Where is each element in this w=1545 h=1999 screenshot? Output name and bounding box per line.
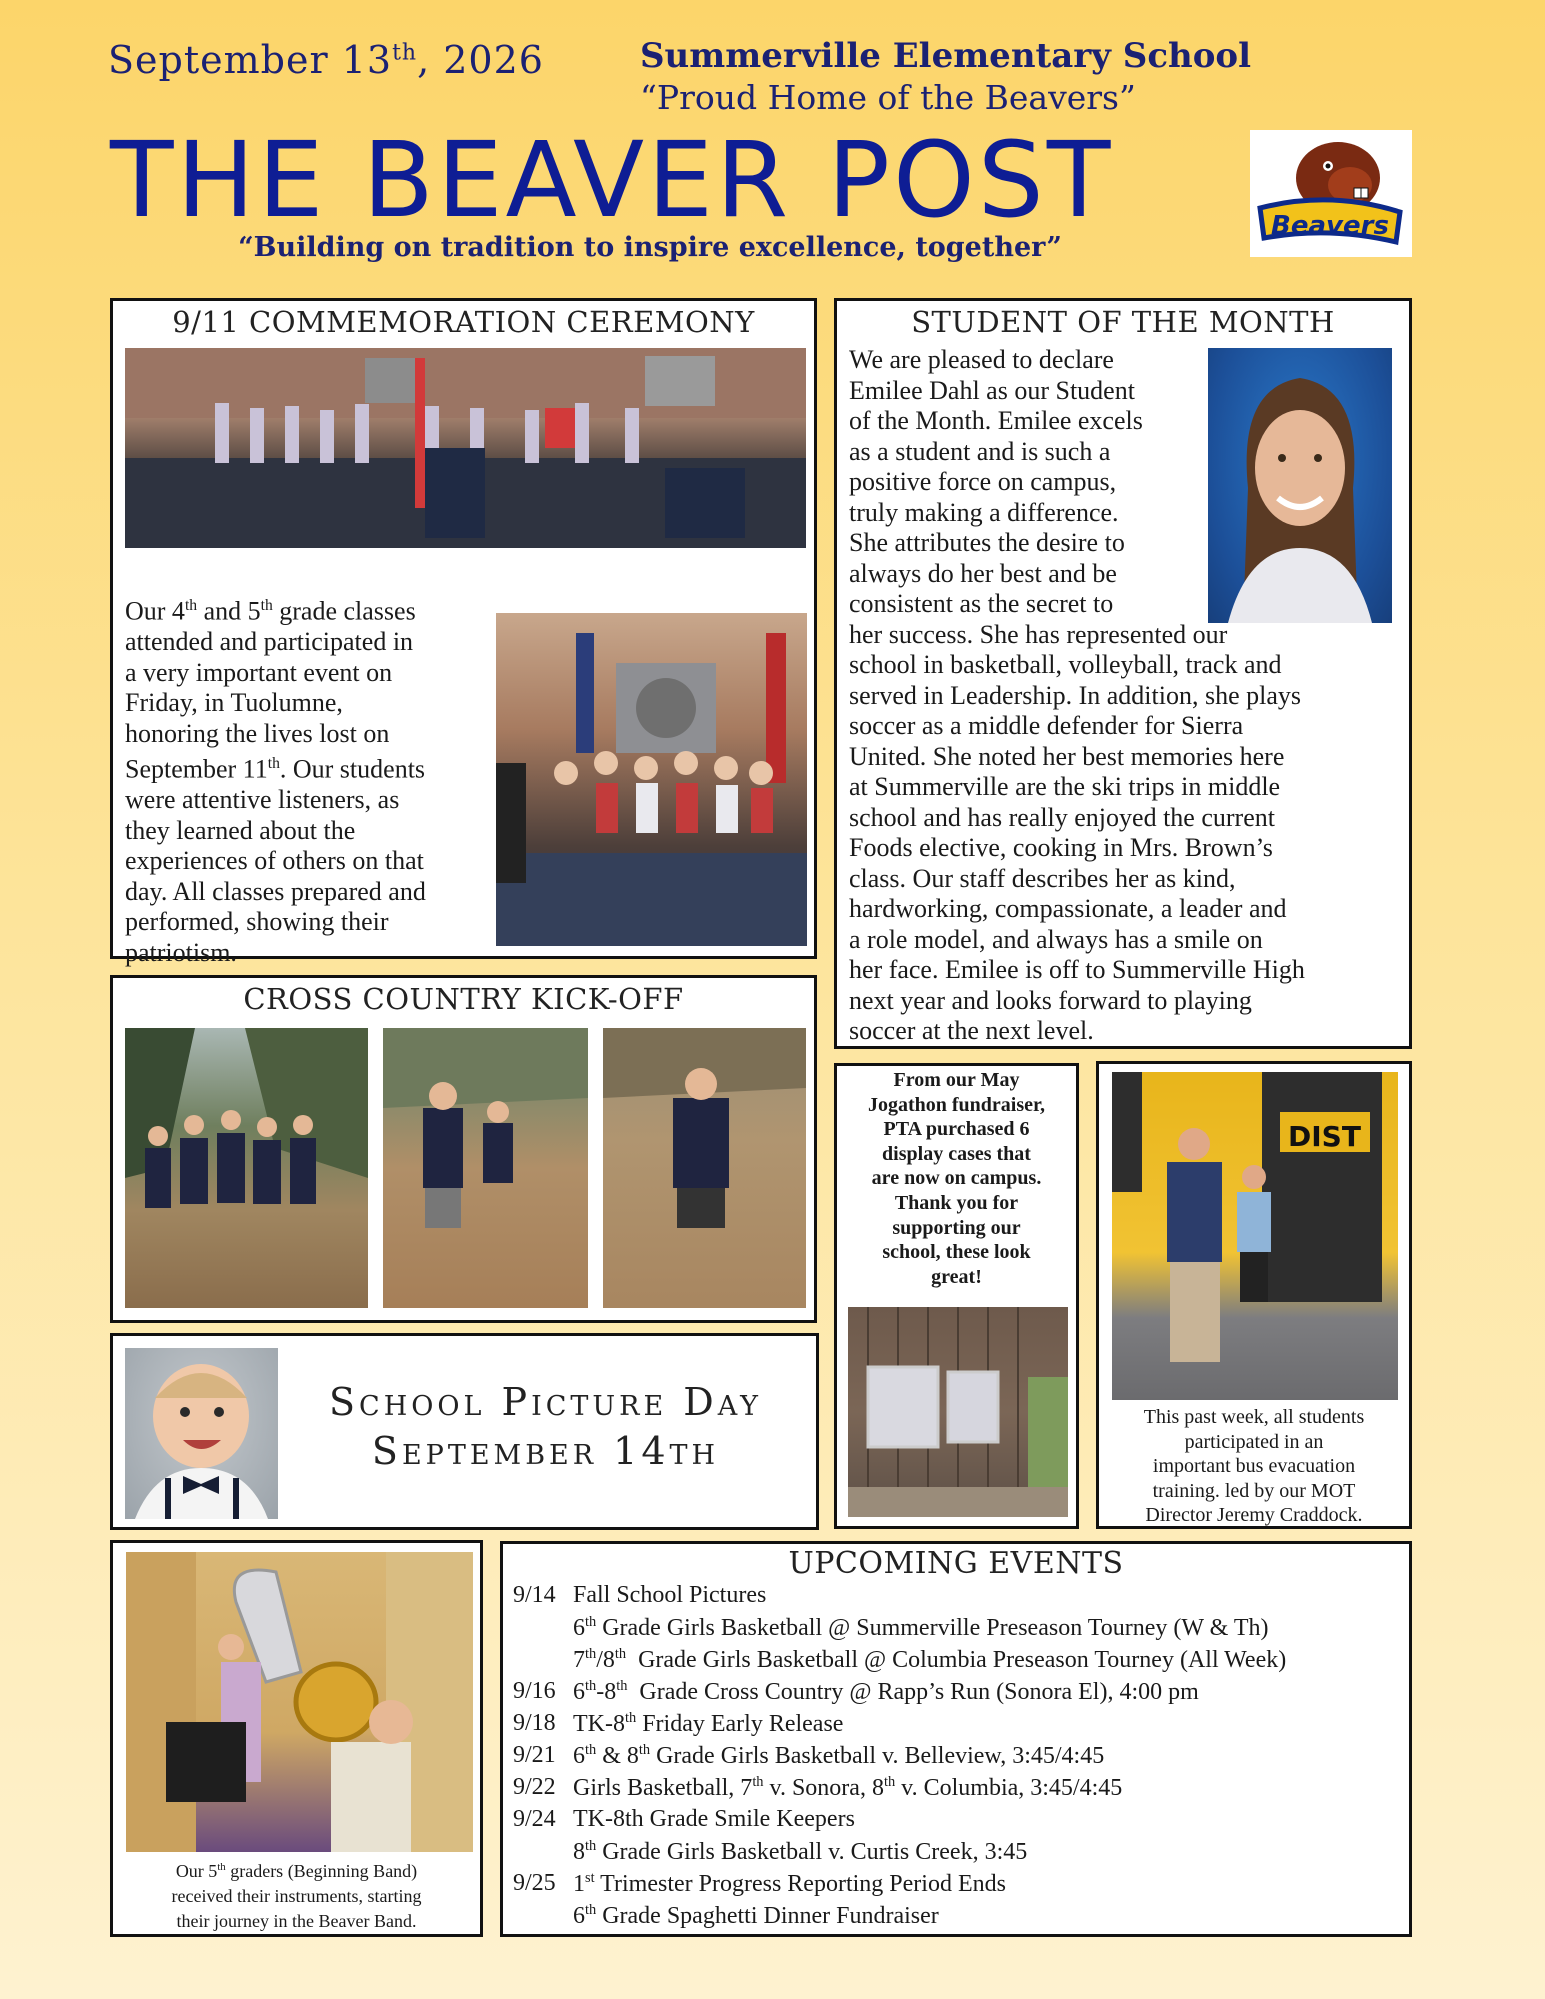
text-line: her success. She has represented our [849, 619, 1228, 649]
text-line: are now on campus. [871, 1167, 1042, 1190]
band-section [110, 1540, 483, 1937]
event-text: 6th-8th Grade Cross Country @ Rapp’s Run (Sonora El), 4:00 pm [573, 1678, 1199, 1705]
text-line: day. All classes prepared and [125, 876, 426, 906]
text-line: at Summerville are the ski trips in middle [849, 772, 1281, 801]
text-line: school, these look [882, 1241, 1031, 1264]
display-cases-photo [848, 1307, 1068, 1517]
logo-text: Beavers [1271, 211, 1389, 241]
text-line: consistent as the secret to [849, 589, 1114, 618]
beavers-logo [1250, 130, 1412, 257]
text-line: Foods elective, cooking in Mrs. Brown’s [849, 833, 1273, 862]
event-date: 9/25 [513, 1870, 556, 1896]
event-text: TK-8th Friday Early Release [573, 1710, 844, 1737]
commemoration-section [110, 298, 817, 967]
bus-sign-text: DIST [1288, 1120, 1361, 1153]
text-line: a very important event on [125, 657, 393, 687]
picture-day-line1: School Picture Day [329, 1380, 762, 1424]
text-line: Director Jeremy Craddock. [1145, 1504, 1363, 1527]
bus-evacuation-section [1096, 1061, 1412, 1529]
cross-country-section [110, 975, 817, 1323]
text-line: participated in an [1184, 1430, 1324, 1453]
runner-solo-photo [603, 1028, 806, 1308]
text-line: class. Our staff describes her as kind, [849, 863, 1236, 893]
event-text: 6th Grade Spaghetti Dinner Fundraiser [573, 1902, 939, 1929]
picture-day-section [110, 1333, 819, 1530]
text-line: Jogathon fundraiser, [867, 1093, 1046, 1116]
text-line: patriotism. [125, 937, 237, 967]
bus-evacuation-caption [1103, 1405, 1405, 1528]
text-line: performed, showing their [125, 907, 389, 937]
text-line: experiences of others on that [125, 846, 424, 876]
text-line: great! [931, 1265, 982, 1288]
text-line: Our 5th graders (Beginning Band) [175, 1861, 418, 1881]
text-line: Thank you for [894, 1191, 1019, 1214]
event-text: 6th Grade Girls Basketball @ Summerville Preseason Tourney (W & Th) [573, 1614, 1269, 1641]
commemoration-title: 9/11 COMMEMORATION CEREMONY [172, 305, 755, 339]
event-date: 9/21 [513, 1742, 556, 1768]
text-line: important bus evacuation [1152, 1455, 1356, 1478]
text-line: were attentive listeners, as [125, 785, 400, 815]
bus-evacuation-photo [1112, 1072, 1398, 1400]
text-line: Emilee Dahl as our Student [849, 375, 1135, 405]
text-line: school in basketball, volleyball, track and [849, 650, 1282, 679]
text-line: their journey in the Beaver Band. [176, 1911, 417, 1931]
event-date: 9/14 [513, 1582, 556, 1608]
event-date: 9/24 [513, 1806, 556, 1832]
text-line: display cases that [882, 1142, 1031, 1165]
text-line: Our 4th and 5th grade classes [125, 596, 416, 626]
cross-country-title: CROSS COUNTRY KICK-OFF [243, 982, 684, 1016]
jogathon-section [834, 1063, 1079, 1529]
event-date: 9/18 [513, 1710, 556, 1736]
text-line: September 11th. Our students [125, 754, 426, 784]
picture-day-line2: September 14th [371, 1429, 720, 1473]
events-title: UPCOMING EVENTS [788, 1546, 1124, 1581]
text-line: her face. Emilee is off to Summerville High [849, 955, 1305, 984]
band-caption [117, 1855, 476, 1934]
text-line: We are pleased to declare [849, 345, 1114, 374]
text-line: received their instruments, starting [171, 1886, 422, 1906]
text-line: positive force on campus, [849, 467, 1117, 496]
jogathon-text [843, 1068, 1070, 1289]
student-of-month-section [834, 298, 1412, 1049]
student-of-month-text [849, 345, 1409, 1047]
text-line: honoring the lives lost on [125, 718, 390, 748]
ceremony-stage-photo [125, 348, 806, 548]
event-date: 9/16 [513, 1678, 556, 1704]
event-date: 9/22 [513, 1774, 556, 1800]
students-singing-photo [496, 613, 807, 946]
upcoming-events-section [500, 1541, 1412, 1937]
text-line: training. led by our MOT [1152, 1479, 1356, 1502]
commemoration-text [125, 591, 495, 968]
text-line: next year and looks forward to playing [849, 985, 1252, 1015]
event-text: Girls Basketball, 7th v. Sonora, 8th v. Columbia, 3:45/4:45 [573, 1774, 1123, 1801]
text-line: She attributes the desire to [849, 528, 1125, 557]
event-text: 8th Grade Girls Basketball v. Curtis Creek, 3:45 [573, 1838, 1028, 1865]
team-group-photo [125, 1028, 368, 1308]
school-name: Summerville Elementary School [640, 36, 1252, 76]
text-line: always do her best and be [849, 558, 1117, 588]
masthead-tagline: “Building on tradition to inspire excellence, together” [238, 232, 1062, 263]
event-text: 6th & 8th Grade Girls Basketball v. Belleview, 3:45/4:45 [573, 1742, 1105, 1769]
text-line: This past week, all students [1143, 1406, 1365, 1428]
text-line: United. She noted her best memories here [849, 741, 1285, 771]
text-line: they learned about the [125, 815, 356, 845]
event-text: TK-8th Grade Smile Keepers [573, 1806, 855, 1832]
text-line: school and has really enjoyed the current [849, 802, 1275, 832]
text-line: soccer as a middle defender for Sierra [849, 711, 1244, 740]
text-line: as a student and is such a [849, 436, 1111, 466]
text-line: PTA purchased 6 [883, 1118, 1030, 1141]
text-line: served in Leadership. In addition, she plays [849, 680, 1301, 710]
issue-date: September 13th, 2026 [108, 38, 544, 82]
event-text: 1st Trimester Progress Reporting Period Ends [573, 1870, 1006, 1897]
text-line: attended and participated in [125, 627, 414, 657]
event-text: Fall School Pictures [573, 1582, 767, 1608]
text-line: supporting our [892, 1216, 1021, 1239]
text-line: Friday, in Tuolumne, [125, 688, 343, 718]
text-line: of the Month. Emilee excels [849, 406, 1143, 435]
band-instruments-photo [126, 1552, 473, 1852]
event-text: 7th/8th Grade Girls Basketball @ Columbia Preseason Tourney (All Week) [573, 1646, 1287, 1673]
runners-pair-photo [383, 1028, 588, 1308]
text-line: truly making a difference. [849, 497, 1119, 527]
student-of-month-title: STUDENT OF THE MONTH [911, 305, 1335, 339]
text-line: soccer at the next level. [849, 1016, 1094, 1045]
text-line: hardworking, compassionate, a leader and [849, 894, 1287, 923]
text-line: a role model, and always has a smile on [849, 924, 1263, 954]
masthead-title: THE BEAVER POST [110, 119, 1114, 241]
text-line: From our May [893, 1069, 1020, 1091]
school-motto: “Proud Home of the Beavers” [640, 78, 1136, 117]
toddler-portrait-photo [125, 1348, 278, 1519]
